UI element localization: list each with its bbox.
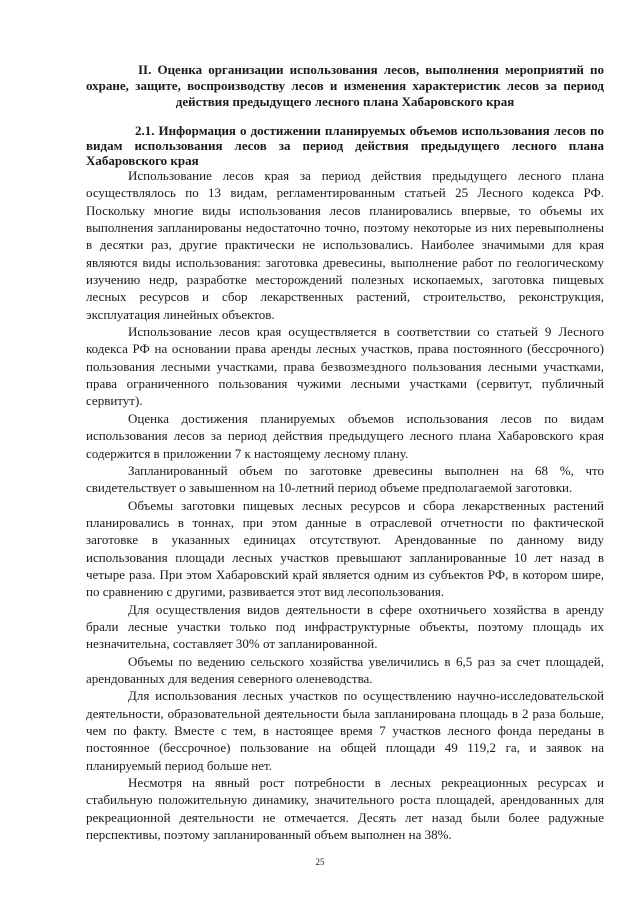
paragraph: Использование лесов края за период действия предыдущего лесного плана осуществлялось по 13 видам, регламентированным статьей 25 Лесного кодекса РФ. Поскольку многие виды использования лесов планировались впервые, то объемы их выполнения запланированы недостаточно точно, поэтому некоторые из них перевыполнены в десятки раз, другие практически не использовались. Наиболее значимыми для края являются виды использования: заготовка древесины, выполнение работ по геологическому изучению недр, разработке месторождений полезных ископаемых, заготовка пищевых лесных ресурсов и сбор лекарственных растений, строительство, реконструкция, эксплуатация линейных объектов. (86, 168, 604, 322)
paragraph: Запланированный объем по заготовке древесины выполнен на 68 %, что свидетельствует о завышенном на 10-летний период объеме предполагаемой заготовки. (86, 462, 604, 496)
paragraph: Оценка достижения планируемых объемов использования лесов по видам использования лесов за период действия предыдущего лесного плана Хабаровского края содержится в приложении 7 к настоящему лесному плану. (86, 410, 604, 461)
section-heading: II. Оценка организации использования лесов, выполнения мероприятий по охране, защите, воспроизводству лесов и изменения характеристик лесов за период действия предыдущего лесного плана Хабаровского края (86, 62, 604, 109)
paragraph: Объемы заготовки пищевых лесных ресурсов и сбора лекарственных растений планировались в тоннах, при этом данные в отраслевой отчетности по фактической заготовке в указанных единицах отсутствуют. Арендованные по данному виду использования площади лесных участков превышают запланированные 10 лет назад в четыре раза. При этом Хабаровский край является одним из субъектов РФ, в котором шире, по сравнению с другими, развивается этот вид лесопользования. (86, 497, 604, 600)
paragraph: Использование лесов края осуществляется в соответствии со статьей 9 Лесного кодекса РФ на основании права аренды лесных участков, права постоянного (бессрочного) пользования лесными участками, права безвозмездного пользования лесными участками, права ограниченного пользования чужими лесными участками (сервитут, публичный сервитут). (86, 324, 604, 409)
document-body (86, 167, 604, 843)
paragraph: Объемы по ведению сельского хозяйства увеличились в 6,5 раз за счет площадей, арендованных для ведения северного оленеводства. (86, 653, 604, 686)
paragraph: Несмотря на явный рост потребности в лесных рекреационных ресурсах и стабильную положительную динамику, значительного роста площадей, арендованных для рекреационной деятельности не отмечается. Десять лет назад были более радужные перспективы, поэтому запланированный объем выполнен на 38%. (86, 775, 604, 843)
page-number: 25 (315, 857, 325, 867)
paragraph: Для осуществления видов деятельности в сфере охотничьего хозяйства в аренду брали лесные участки только под инфраструктурные объекты, поэтому площадь их незначительна, составляет 30% от запланированной. (86, 601, 604, 652)
subsection-heading: 2.1. Информация о достижении планируемых объемов использования лесов по видам использования лесов за период действия предыдущего лесного плана Хабаровского края (86, 123, 604, 168)
paragraph: Для использования лесных участков по осуществлению научно-исследовательской деятельности, образовательной деятельности была запланирована площадь в 2 раза больше, чем по факту. Вместе с тем, в настоящее время 7 участков лесного фонда переданы в постоянное (бессрочное) пользование на общей площади 49 119,2 га, и заявок на планируемый период больше нет. (86, 688, 604, 773)
